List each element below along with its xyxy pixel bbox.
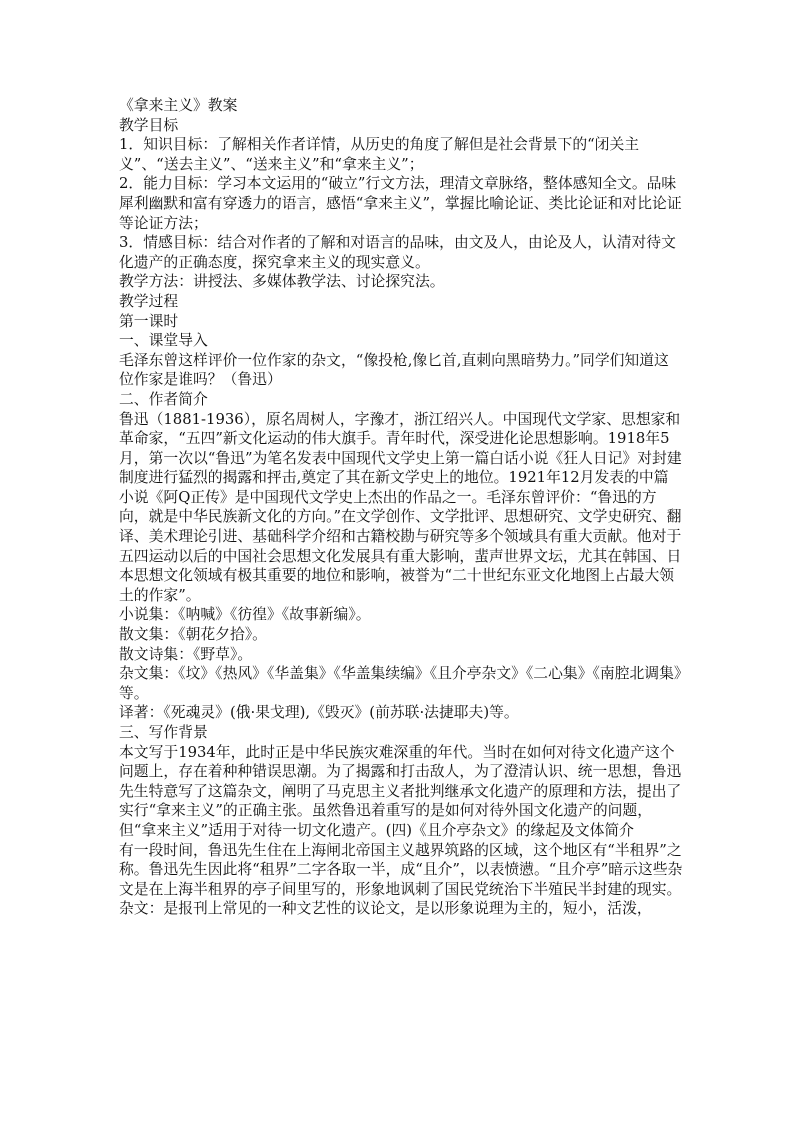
section-heading-author: 二、作者简介 bbox=[119, 390, 208, 408]
section-heading-intro: 一、课堂导入 bbox=[119, 332, 208, 350]
document-title: 《拿来主义》教案 bbox=[119, 97, 238, 114]
section-heading-background: 三、写作背景 bbox=[119, 724, 208, 741]
works-zawen: 杂文集：《坟》《热风》《华盖集》《华盖集续编》《且介亭杂文》《二心集》《南腔北调集》等。 bbox=[119, 665, 682, 702]
works-translations: 译著：《死魂灵》(俄·果戈理),《毁灭》(前苏联·法捷耶夫)等。 bbox=[119, 704, 519, 722]
paragraph-qiejie: 有一段时间，鲁迅先生住在上海闸北帝国主义越界筑路的区域，这个地区有“半租界”之称。鲁迅先生因此将“租界”二字各取一半，成“且介”，以表愤懑。“且介亭”暗示这些杂文是在上海半租界的亭子间里写的，形象地讽刺了国民党统治下半殖民半封建的现实。 bbox=[119, 841, 683, 898]
works-essays: 散文集：《朝花夕拾》。 bbox=[119, 626, 267, 644]
section-heading-teaching-process: 教学过程 bbox=[119, 292, 179, 310]
paragraph-author: 鲁迅（1881-1936），原名周树人，字豫才，浙江绍兴人。中国现代文学家、思想家和革命家，“五四”新文化运动的伟大旗手。青年时代，深受进化论思想影响。1918年5月，第一次以“鲁迅”为笔名发表中国现代文学史上第一篇白话小说《狂人日记》对封建制度进行猛烈的揭露和抨击,奠定了其在新文学史上的地位。1921年12月发表的中篇小说《阿Q正传》是中国现代文学史上杰出的作品之一。毛泽东曾评价：“鲁迅的方向，就是中华民族新文化的方向。”在文学创作、文学批评、思想研究、文学史研究、翻译、美术理论引进、基础科学介绍和古籍校勘与研究等多个领域具有重大贡献。他对于五四运动以后的中国社会思想文化发展具有重大影响，蜚声世界文坛，尤其在韩国、日本思想文化领域有极其重要的地位和影响，被誉为“二十世纪东亚文化地图上占最大领土的作家”。 bbox=[119, 410, 682, 604]
document-page bbox=[119, 96, 683, 919]
section-heading-teaching-goals: 教学目标 bbox=[119, 116, 179, 134]
goal-emotion: 3．情感目标：结合对作者的了解和对语言的品味，由文及人，由论及人，认清对待文化遗产的正确态度，探究拿来主义的现实意义。 bbox=[119, 234, 676, 271]
goal-ability: 2．能力目标：学习本文运用的“破立”行文方法，理清文章脉络，整体感知全文。品味犀利幽默和富有穿透力的语言，感悟“拿来主义”，掌握比喻论证、类比论证和对比论证等论证方法； bbox=[119, 175, 682, 232]
works-novels: 小说集：《呐喊》《彷徨》《故事新编》。 bbox=[119, 606, 371, 624]
paragraph-background: 本文写于1934年，此时正是中华民族灾难深重的年代。当时在如何对待文化遗产这个问题上，存在着种种错误思潮。为了揭露和打击敌人，为了澄清认识、统一思想，鲁迅先生特意写了这篇杂文，阐明了马克思主义者批判继承文化遗产的原理和方法，提出了实行“拿来主义”的正确主张。虽然鲁迅着重写的是如何对待外国文化遗产的问题，但“拿来主义”适用于对待一切文化遗产。(四)《且介亭杂文》的缘起及文体简介 bbox=[119, 743, 682, 839]
lesson-heading-first: 第一课时 bbox=[119, 312, 179, 330]
goal-knowledge: 1．知识目标：了解相关作者详情，从历史的角度了解但是社会背景下的“闭关主义”、“送去主义”、“送来主义”和“拿来主义”； bbox=[119, 136, 640, 173]
paragraph-intro: 毛泽东曾这样评价一位作家的杂文，“像投枪,像匕首,直刺向黑暗势力。”同学们知道这位作家是谁吗？（鲁迅） bbox=[119, 351, 669, 389]
works-prose-poems: 散文诗集：《野草》。 bbox=[119, 645, 253, 663]
paragraph-zawen-definition: 杂文：是报刊上常见的一种文艺性的议论文，是以形象说理为主的，短小，活泼， bbox=[119, 900, 652, 918]
teaching-methods: 教学方法：讲授法、多媒体教学法、讨论探究法。 bbox=[119, 273, 445, 291]
